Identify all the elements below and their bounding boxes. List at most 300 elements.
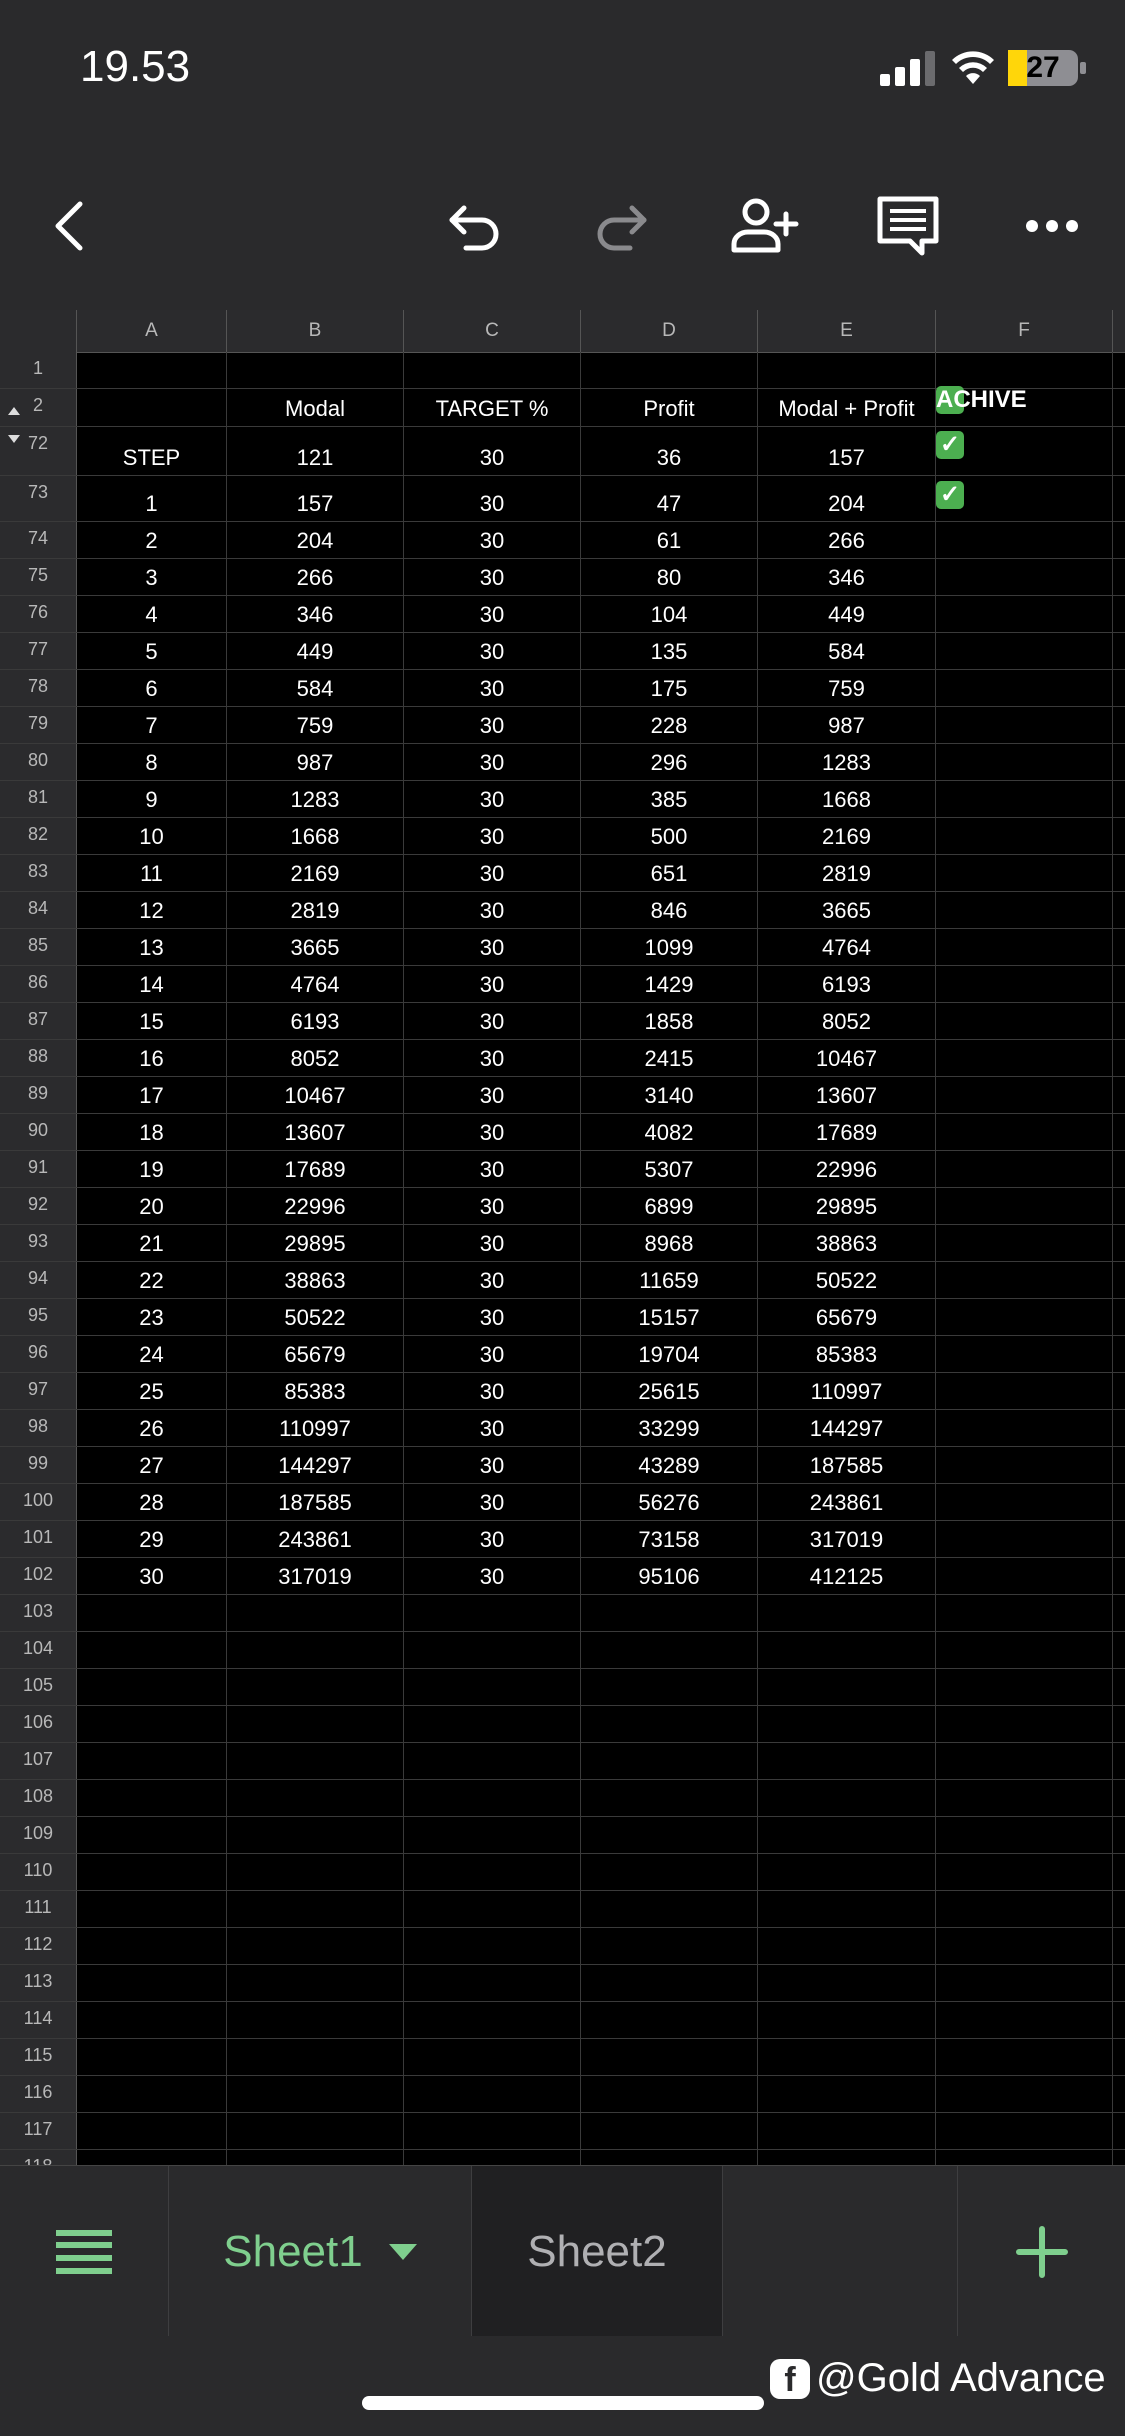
cell[interactable] [936, 1891, 1113, 1927]
cell[interactable] [936, 1854, 1113, 1890]
cell[interactable] [758, 1336, 936, 1372]
row-header[interactable] [0, 1743, 77, 1779]
cell[interactable] [581, 1188, 758, 1224]
cell[interactable] [404, 1595, 581, 1631]
cell[interactable] [227, 1817, 404, 1853]
cell[interactable] [77, 1151, 227, 1187]
row-header[interactable] [0, 1373, 77, 1409]
cell[interactable] [77, 559, 227, 595]
cell[interactable] [936, 1410, 1113, 1446]
column-header-b[interactable]: B [227, 310, 404, 352]
cell[interactable] [77, 1706, 227, 1742]
cell[interactable] [77, 1632, 227, 1668]
cell[interactable] [581, 352, 758, 388]
cell[interactable] [758, 2039, 936, 2075]
row-header[interactable] [0, 1262, 77, 1298]
cell[interactable] [227, 1632, 404, 1668]
cell[interactable] [581, 1447, 758, 1483]
cell[interactable] [581, 1225, 758, 1261]
cell[interactable] [581, 1299, 758, 1335]
cell[interactable] [936, 2076, 1113, 2112]
cell[interactable] [227, 781, 404, 817]
cell[interactable] [77, 2039, 227, 2075]
cell[interactable] [227, 670, 404, 706]
cell[interactable] [77, 1743, 227, 1779]
cell[interactable] [758, 522, 936, 558]
row-header[interactable] [0, 2113, 77, 2149]
cell[interactable] [227, 522, 404, 558]
cell[interactable] [404, 818, 581, 854]
cell[interactable] [404, 2039, 581, 2075]
cell[interactable] [404, 1299, 581, 1335]
cell[interactable] [758, 1188, 936, 1224]
cell[interactable] [77, 2113, 227, 2149]
cell[interactable] [404, 892, 581, 928]
cell[interactable] [758, 892, 936, 928]
cell[interactable] [404, 670, 581, 706]
cell[interactable] [404, 1373, 581, 1409]
row-header[interactable] [0, 1484, 77, 1520]
cell[interactable] [936, 1114, 1113, 1150]
cell[interactable] [581, 1595, 758, 1631]
cell[interactable] [404, 1558, 581, 1594]
cell[interactable] [77, 352, 227, 388]
cell[interactable] [404, 1114, 581, 1150]
cell[interactable] [758, 1114, 936, 1150]
cell[interactable] [758, 1410, 936, 1446]
cell[interactable] [936, 929, 1113, 965]
row-header[interactable] [0, 781, 77, 817]
cell[interactable] [404, 1780, 581, 1816]
cell[interactable] [227, 1521, 404, 1557]
comment-icon[interactable] [872, 190, 944, 262]
cell[interactable] [758, 476, 936, 521]
cell[interactable] [404, 966, 581, 1002]
row-header[interactable] [0, 1040, 77, 1076]
cell[interactable] [581, 1484, 758, 1520]
cell[interactable] [404, 1484, 581, 1520]
cell[interactable] [581, 2002, 758, 2038]
undo-icon[interactable] [440, 190, 512, 262]
cell[interactable] [404, 855, 581, 891]
cell[interactable] [77, 892, 227, 928]
cell[interactable] [227, 1077, 404, 1113]
row-header[interactable] [0, 818, 77, 854]
cell[interactable] [758, 818, 936, 854]
cell[interactable] [404, 2076, 581, 2112]
row-header[interactable] [0, 1114, 77, 1150]
add-person-icon[interactable] [728, 190, 800, 262]
cell[interactable] [581, 929, 758, 965]
cell[interactable] [936, 1632, 1113, 1668]
cell[interactable] [581, 1706, 758, 1742]
cell[interactable] [936, 1077, 1113, 1113]
cell[interactable] [581, 1410, 758, 1446]
cell[interactable] [404, 1447, 581, 1483]
redo-icon[interactable] [584, 190, 656, 262]
cell[interactable] [758, 1965, 936, 2001]
cell[interactable] [758, 1706, 936, 1742]
column-header-f[interactable]: F [936, 310, 1113, 352]
cell[interactable] [227, 2113, 404, 2149]
cell[interactable] [227, 352, 404, 388]
cell[interactable] [936, 1262, 1113, 1298]
cell[interactable] [758, 855, 936, 891]
cell[interactable] [936, 1706, 1113, 1742]
cell[interactable] [758, 1558, 936, 1594]
row-header[interactable] [0, 929, 77, 965]
cell[interactable] [758, 1077, 936, 1113]
row-header[interactable] [0, 892, 77, 928]
cell[interactable] [758, 2002, 936, 2038]
row-header[interactable] [0, 1077, 77, 1113]
cell[interactable] [581, 1854, 758, 1890]
cell[interactable] [936, 855, 1113, 891]
back-icon[interactable] [34, 190, 106, 262]
cell[interactable] [77, 1225, 227, 1261]
cell[interactable] [581, 1965, 758, 2001]
cell[interactable] [581, 2113, 758, 2149]
cell[interactable] [227, 1595, 404, 1631]
row-header[interactable] [0, 1891, 77, 1927]
cell[interactable] [581, 781, 758, 817]
cell[interactable] [936, 818, 1113, 854]
cell[interactable] [936, 892, 1113, 928]
cell[interactable] [936, 2039, 1113, 2075]
cell[interactable] [936, 1225, 1113, 1261]
cell[interactable] [936, 1669, 1113, 1705]
cell[interactable] [227, 389, 404, 426]
row-header[interactable] [0, 1854, 77, 1890]
cell[interactable] [77, 1484, 227, 1520]
cell[interactable] [758, 389, 936, 426]
cell[interactable] [581, 1040, 758, 1076]
cell[interactable] [758, 559, 936, 595]
row-header[interactable] [0, 670, 77, 706]
cell[interactable] [404, 596, 581, 632]
cell[interactable] [936, 1447, 1113, 1483]
tab-sheet2[interactable] [472, 2166, 722, 2337]
cell[interactable] [227, 855, 404, 891]
row-header[interactable] [0, 633, 77, 669]
cell[interactable] [404, 1891, 581, 1927]
add-sheet-icon[interactable] [958, 2166, 1125, 2337]
row-header[interactable] [0, 1151, 77, 1187]
cell[interactable] [936, 1743, 1113, 1779]
cell[interactable] [758, 1373, 936, 1409]
cell[interactable] [227, 818, 404, 854]
cell[interactable] [404, 1077, 581, 1113]
select-all-corner[interactable] [0, 310, 77, 352]
row-header[interactable] [0, 1447, 77, 1483]
cell[interactable] [404, 1225, 581, 1261]
cell[interactable] [77, 1965, 227, 2001]
cell[interactable] [581, 2039, 758, 2075]
cell[interactable] [758, 1225, 936, 1261]
cell[interactable] [77, 2002, 227, 2038]
cell[interactable] [936, 1484, 1113, 1520]
cell[interactable] [758, 1484, 936, 1520]
cell[interactable] [581, 892, 758, 928]
row-header[interactable] [0, 1928, 77, 1964]
cell[interactable] [404, 929, 581, 965]
cell[interactable] [581, 427, 758, 475]
row-header[interactable] [0, 1817, 77, 1853]
row-header[interactable] [0, 1558, 77, 1594]
cell[interactable] [77, 1003, 227, 1039]
cell[interactable] [758, 670, 936, 706]
row-header[interactable] [0, 1225, 77, 1261]
home-indicator[interactable] [362, 2396, 764, 2410]
cell[interactable] [227, 1188, 404, 1224]
cell[interactable] [227, 892, 404, 928]
cell[interactable] [404, 1188, 581, 1224]
cell[interactable] [758, 966, 936, 1002]
cell[interactable] [936, 1817, 1113, 1853]
cell[interactable] [936, 966, 1113, 1002]
cell[interactable] [936, 2002, 1113, 2038]
cell[interactable] [404, 1928, 581, 1964]
cell[interactable] [581, 596, 758, 632]
cell[interactable] [404, 2113, 581, 2149]
row-header[interactable] [0, 966, 77, 1002]
cell[interactable] [758, 2076, 936, 2112]
cell[interactable] [404, 2002, 581, 2038]
cell[interactable] [581, 670, 758, 706]
cell[interactable] [758, 929, 936, 965]
cell[interactable] [404, 1743, 581, 1779]
cell[interactable] [404, 781, 581, 817]
cell[interactable] [227, 1743, 404, 1779]
cell[interactable] [404, 476, 581, 521]
cell[interactable] [758, 1669, 936, 1705]
cell[interactable] [404, 1632, 581, 1668]
cell[interactable] [581, 1891, 758, 1927]
cell[interactable] [77, 476, 227, 521]
cell[interactable] [227, 1854, 404, 1890]
cell[interactable] [404, 1521, 581, 1557]
row-header[interactable] [0, 1336, 77, 1372]
cell[interactable] [227, 707, 404, 743]
cell[interactable] [77, 1447, 227, 1483]
cell[interactable] [404, 633, 581, 669]
row-header[interactable] [0, 522, 77, 558]
cell[interactable] [77, 818, 227, 854]
column-header-c[interactable]: C [404, 310, 581, 352]
cell[interactable] [404, 1151, 581, 1187]
cell[interactable] [581, 707, 758, 743]
cell[interactable] [404, 744, 581, 780]
row-header[interactable] [0, 1003, 77, 1039]
cell[interactable] [227, 1928, 404, 1964]
cell[interactable] [581, 1817, 758, 1853]
cell[interactable] [77, 1114, 227, 1150]
expand-rows-icon[interactable] [8, 435, 20, 443]
cell[interactable] [936, 427, 1113, 475]
row-header[interactable] [0, 1188, 77, 1224]
row-header[interactable] [0, 427, 77, 475]
cell[interactable] [404, 389, 581, 426]
cell[interactable] [758, 1854, 936, 1890]
cell[interactable] [404, 352, 581, 388]
more-icon[interactable] [1016, 190, 1088, 262]
cell[interactable] [227, 1410, 404, 1446]
row-header[interactable] [0, 855, 77, 891]
cell[interactable] [758, 1595, 936, 1631]
row-header[interactable] [0, 744, 77, 780]
row-header[interactable] [0, 1706, 77, 1742]
cell[interactable] [404, 1854, 581, 1890]
row-header[interactable] [0, 2076, 77, 2112]
cell[interactable] [227, 1780, 404, 1816]
spreadsheet-grid[interactable] [0, 310, 1125, 2165]
row-header[interactable] [0, 1965, 77, 2001]
cell[interactable] [758, 1040, 936, 1076]
cell[interactable] [77, 1928, 227, 1964]
cell[interactable] [936, 1780, 1113, 1816]
tab-sheet1[interactable] [169, 2166, 471, 2337]
cell[interactable] [77, 929, 227, 965]
cell[interactable] [936, 352, 1113, 388]
cell[interactable] [581, 1336, 758, 1372]
cell[interactable] [936, 1595, 1113, 1631]
cell[interactable] [581, 1114, 758, 1150]
cell[interactable] [936, 1151, 1113, 1187]
cell[interactable] [77, 1299, 227, 1335]
cell[interactable] [77, 966, 227, 1002]
cell[interactable] [581, 2076, 758, 2112]
cell[interactable] [227, 476, 404, 521]
cell[interactable] [227, 1373, 404, 1409]
cell[interactable] [758, 2113, 936, 2149]
cell[interactable] [77, 1817, 227, 1853]
cell[interactable] [581, 1077, 758, 1113]
cell[interactable] [404, 1336, 581, 1372]
cell[interactable] [227, 744, 404, 780]
cell[interactable] [77, 1669, 227, 1705]
cell[interactable] [227, 1669, 404, 1705]
cell[interactable] [936, 744, 1113, 780]
cell[interactable] [77, 1780, 227, 1816]
row-header[interactable] [0, 1410, 77, 1446]
cell[interactable] [758, 1151, 936, 1187]
cell[interactable] [758, 427, 936, 475]
cell[interactable] [936, 781, 1113, 817]
cell[interactable] [581, 1780, 758, 1816]
cell[interactable] [77, 596, 227, 632]
cell[interactable] [758, 1817, 936, 1853]
cell[interactable] [758, 1262, 936, 1298]
cell[interactable] [758, 1447, 936, 1483]
cell[interactable] [404, 427, 581, 475]
row-header[interactable] [0, 1632, 77, 1668]
cell[interactable] [227, 633, 404, 669]
cell[interactable] [936, 522, 1113, 558]
cell[interactable] [581, 744, 758, 780]
cell[interactable] [227, 1003, 404, 1039]
cell[interactable] [77, 389, 227, 426]
column-header-d[interactable]: D [581, 310, 758, 352]
cell[interactable] [227, 1891, 404, 1927]
cell[interactable] [227, 2076, 404, 2112]
cell[interactable] [581, 1632, 758, 1668]
cell[interactable] [77, 781, 227, 817]
cell[interactable] [581, 1521, 758, 1557]
cell[interactable] [581, 633, 758, 669]
row-header[interactable] [0, 1299, 77, 1335]
cell[interactable] [936, 1965, 1113, 2001]
cell[interactable] [936, 1558, 1113, 1594]
cell[interactable] [77, 2076, 227, 2112]
cell[interactable] [936, 1336, 1113, 1372]
cell[interactable] [404, 1040, 581, 1076]
cell[interactable] [581, 559, 758, 595]
cell[interactable] [404, 522, 581, 558]
cell[interactable] [581, 1373, 758, 1409]
row-header[interactable] [0, 1669, 77, 1705]
cell[interactable] [404, 559, 581, 595]
cell[interactable] [581, 522, 758, 558]
row-header[interactable] [0, 1595, 77, 1631]
cell[interactable] [404, 1003, 581, 1039]
row-header[interactable] [0, 1780, 77, 1816]
cell[interactable] [227, 1706, 404, 1742]
cell[interactable] [581, 1669, 758, 1705]
cell[interactable] [77, 707, 227, 743]
cell[interactable] [227, 427, 404, 475]
cell[interactable] [77, 1077, 227, 1113]
row-header[interactable] [0, 1521, 77, 1557]
cell[interactable] [758, 1521, 936, 1557]
cell[interactable] [936, 1299, 1113, 1335]
row-header[interactable] [0, 352, 77, 388]
cell[interactable] [227, 2002, 404, 2038]
cell[interactable] [227, 1558, 404, 1594]
cell[interactable] [227, 929, 404, 965]
cell[interactable] [936, 1373, 1113, 1409]
cell[interactable] [581, 476, 758, 521]
cell[interactable] [77, 1410, 227, 1446]
row-header[interactable] [0, 559, 77, 595]
all-sheets-icon[interactable] [0, 2166, 168, 2337]
cell[interactable] [936, 1521, 1113, 1557]
row-header[interactable] [0, 476, 77, 521]
cell[interactable] [936, 707, 1113, 743]
cell[interactable] [77, 744, 227, 780]
cell[interactable] [581, 1558, 758, 1594]
row-header[interactable] [0, 2002, 77, 2038]
cell[interactable] [936, 1003, 1113, 1039]
cell[interactable] [404, 1965, 581, 2001]
cell[interactable] [581, 389, 758, 426]
cell[interactable] [581, 1743, 758, 1779]
column-header-a[interactable]: A [77, 310, 227, 352]
cell[interactable] [758, 1003, 936, 1039]
cell[interactable] [77, 1891, 227, 1927]
row-header[interactable] [0, 2039, 77, 2075]
cell[interactable] [936, 2113, 1113, 2149]
cell[interactable] [227, 1299, 404, 1335]
cell[interactable] [758, 1891, 936, 1927]
cell[interactable] [581, 1262, 758, 1298]
cell[interactable] [227, 1447, 404, 1483]
cell[interactable] [758, 352, 936, 388]
cell[interactable] [77, 1373, 227, 1409]
cell[interactable] [77, 1336, 227, 1372]
cell[interactable] [77, 1595, 227, 1631]
cell[interactable] [227, 2039, 404, 2075]
cell[interactable] [936, 1928, 1113, 1964]
